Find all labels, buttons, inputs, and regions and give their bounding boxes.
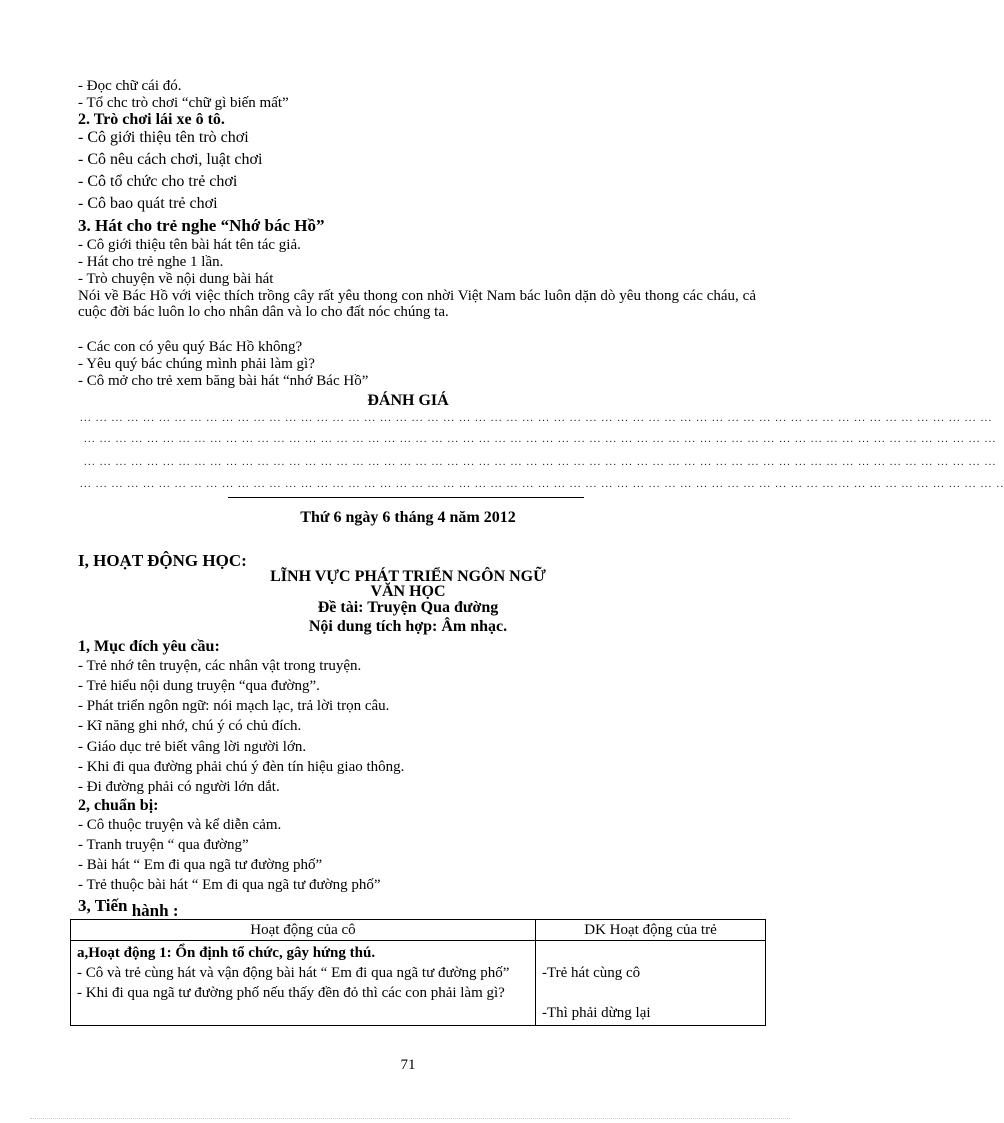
list-item: - Khi đi qua đường phải chú ý đèn tín hiệu giao thông.	[78, 759, 405, 775]
child-cell	[536, 941, 766, 1026]
list-item: - Kĩ năng ghi nhớ, chú ý có chủ đích.	[78, 718, 302, 734]
header-child: DK Hoạt động của trẻ	[536, 920, 766, 941]
evaluation-title: ĐÁNH GIÁ	[367, 392, 449, 409]
section-heading: 2, chuẩn bị:	[78, 797, 159, 814]
subject-title: VĂN HỌC	[370, 583, 446, 600]
section-heading: 3. Hát cho trẻ nghe “Nhớ bác Hồ”	[78, 216, 325, 235]
activity-table	[70, 919, 766, 1026]
teacher-step: - Cô và trẻ cùng hát và vận động bài hát “ Em đi qua ngã tư đường phố”	[77, 965, 510, 981]
page-bottom-border	[30, 1118, 790, 1119]
integration-title: Nội dung tích hợp: Âm nhạc.	[308, 618, 508, 635]
list-item: - Cô thuộc truyện và kể diễn cảm.	[78, 817, 282, 833]
page-number: 71	[400, 1057, 416, 1073]
list-item: - Tranh truyện “ qua đường”	[78, 837, 249, 853]
activity-1-title	[77, 943, 529, 963]
activity-title: Ổn định tổ chức, gây hứng thú.	[171, 945, 376, 961]
topic-title: Đề tài: Truyện Qua đường	[317, 599, 499, 616]
list-item: - Hát cho trẻ nghe 1 lần.	[78, 254, 224, 270]
list-item: - Trẻ thuộc bài hát “ Em đi qua ngã tư đường phố”	[78, 877, 381, 893]
header-teacher: Hoạt động của cô	[71, 920, 536, 941]
list-item: - Trò chuyện về nội dung bài hát	[78, 271, 274, 287]
spacer	[542, 983, 759, 1003]
dotted-line: ... ... ... ... ... ... ... ... ... ... ... ... ... ... ... ... ... ... ... ... ... ... ... ... ... ... ... ... ... ... ... ... ... ... ... ... ... ... ... ... ... ... ... ... ... ... ... ... ... ... ... ... ... ... ... ... ... ...	[80, 412, 993, 424]
dotted-line: ... ... ... ... ... ... ... ... ... ... ... ... ... ... ... ... ... ... ... ... ... ... ... ... ... ... ... ... ... ... ... ... ... ... ... ... ... ... ... ... ... ... ... ... ... ... ... ... ... ... ... ... ... ... ... ... ... ... ..	[80, 478, 1004, 490]
list-item: - Bài hát “ Em đi qua ngã tư đường phố”	[78, 857, 323, 873]
list-item: - Cô giới thiệu tên trò chơi	[78, 129, 249, 146]
child-response: -Thì phải dừng lại	[542, 1005, 651, 1021]
teacher-step: - Khi đi qua ngã tư đường phố nếu thấy đền đỏ thì các con phải làm gì?	[77, 985, 505, 1001]
divider	[228, 497, 584, 498]
activity-heading: I, HOẠT ĐỘNG HỌC:	[78, 551, 247, 570]
procedure-title-part: hành :	[131, 901, 179, 920]
procedure-title-part: 3, Tiến	[78, 896, 128, 915]
list-item: - Trẻ nhớ tên truyện, các nhân vật trong truyện.	[78, 658, 362, 674]
list-item: - Cô mở cho trẻ xem băng bài hát “nhớ Bác Hồ”	[78, 373, 369, 389]
spacer	[542, 943, 759, 963]
field-title: LĨNH VỰC PHÁT TRIỂN NGÔN NGỮ	[270, 568, 546, 585]
activity-label: a,Hoạt động 1:	[77, 945, 172, 961]
list-item: - Giáo dục trẻ biết vâng lời người lớn.	[78, 739, 307, 755]
list-item: - Phát triển ngôn ngữ: nói mạch lạc, trả lời trọn câu.	[78, 698, 390, 714]
list-item: - Yêu quý bác chúng mình phải làm gì?	[78, 356, 315, 372]
teacher-cell	[71, 941, 536, 1026]
table-header-row	[71, 920, 766, 941]
list-item: - Cô bao quát trẻ chơi	[78, 195, 218, 212]
dotted-line: ... ... ... ... ... ... ... ... ... ... ... ... ... ... ... ... ... ... ... ... ... ... ... ... ... ... ... ... ... ... ... ... ... ... ... ... ... ... ... ... ... ... ... ... ... ... ... ... ... ... ... ... ... ... ... ... ... ...	[84, 433, 997, 445]
list-item: - Đi đường phải có người lớn dắt.	[78, 779, 280, 795]
table-row	[71, 941, 766, 1026]
list-item: - Các con có yêu quý Bác Hồ không?	[78, 339, 303, 355]
list-item: - Cô tổ chức cho trẻ chơi	[78, 173, 238, 190]
list-item: - Cô nêu cách chơi, luật chơi	[78, 151, 263, 168]
list-item: - Trẻ hiểu nội dung truyện “qua đường”.	[78, 678, 320, 694]
dotted-line: ... ... ... ... ... ... ... ... ... ... ... ... ... ... ... ... ... ... ... ... ... ... ... ... ... ... ... ... ... ... ... ... ... ... ... ... ... ... ... ... ... ... ... ... ... ... ... ... ... ... ... ... ... ... ... ... ... ...	[84, 456, 997, 468]
paragraph: Nói về Bác Hồ với việc thích trồng cây rất yêu thong con nhời Việt Nam bác luôn dặn dò yêu thong các cháu, cả cuộc đời bác luôn lo cho nhân dân và lo cho đất nóc chúng ta.	[78, 288, 756, 320]
child-response: -Trẻ hát cùng cô	[542, 965, 641, 981]
list-item: - Cô giới thiệu tên bài hát tên tác giả.	[78, 237, 301, 253]
section-heading: 2. Trò chơi lái xe ô tô.	[78, 111, 225, 128]
text-line: - Tổ chc trò chơi “chữ gì biến mất”	[78, 95, 289, 111]
section-heading	[78, 896, 179, 920]
section-heading: 1, Mục đích yêu cầu:	[78, 638, 220, 655]
date-heading: Thứ 6 ngày 6 tháng 4 năm 2012	[300, 509, 516, 526]
text-line: - Đọc chữ cái đó.	[78, 78, 182, 94]
